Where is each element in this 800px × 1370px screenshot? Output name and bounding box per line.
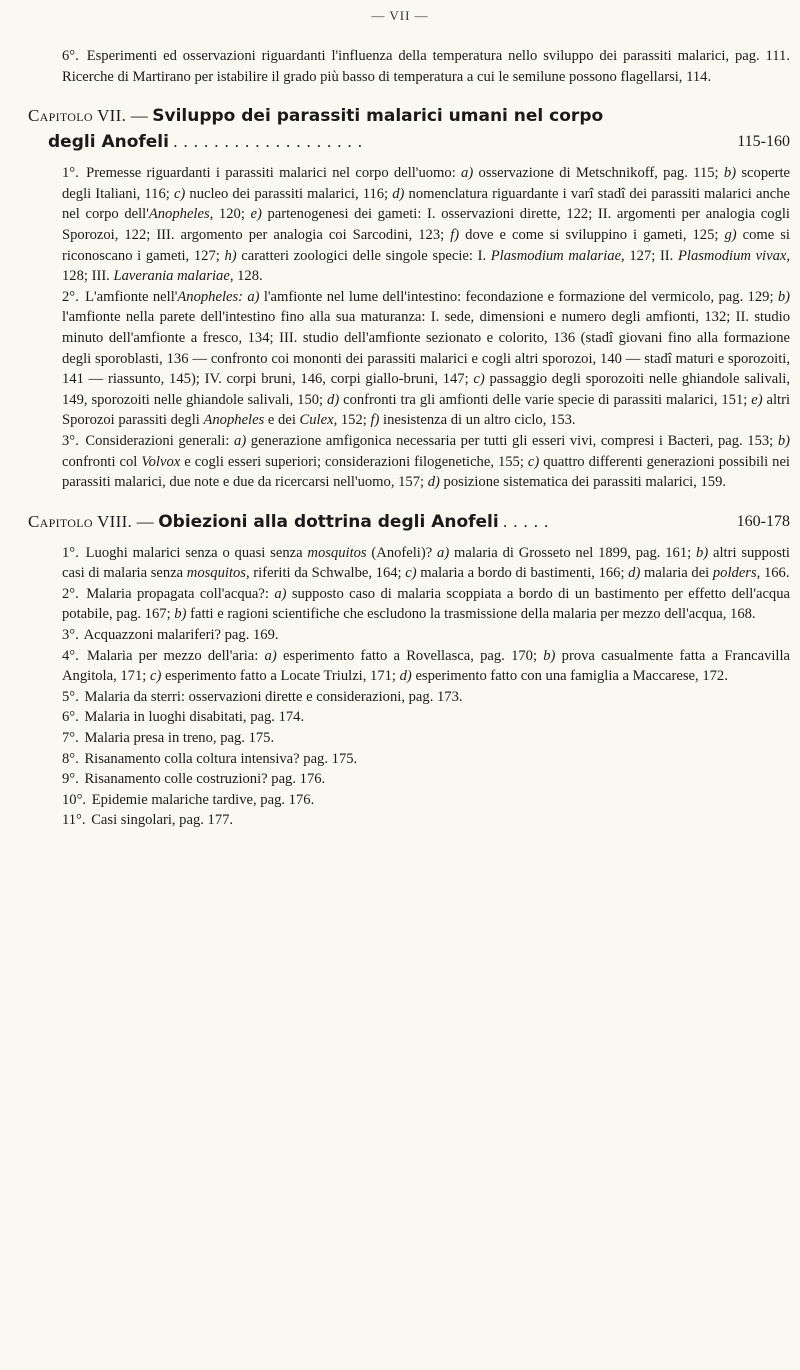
chapter-7-heading — [28, 103, 790, 155]
item-text: 127; II. — [624, 247, 678, 264]
item-text: malaria a bordo di bastimenti, 166; — [416, 565, 629, 582]
item-text: f) — [450, 226, 460, 243]
item-text: b) — [723, 165, 737, 182]
toc-item — [28, 431, 790, 493]
chapter-label: Capitolo VIII. — — [28, 511, 154, 531]
item-text: 166. — [760, 565, 790, 582]
toc-item — [28, 625, 790, 646]
leader-dots: ................... — [173, 132, 368, 152]
item-text: supposto caso di malaria scoppiata a bordo di un bastimento per effetto dell'acqua potabile, pag. 167; — [62, 585, 790, 623]
item-number: 5°. — [62, 688, 79, 705]
toc-item — [28, 769, 790, 790]
item-text: b) — [777, 432, 790, 449]
item-text: l'amfionte nella parete dell'intestino fino alla sua maturanza: I. sede, dimensioni e numero degli amfionti, 132; II. studio minuto dell'amfionte a fresco, 134; III. studio dell'amfionte sezionato e colorito, 136 (stadî giovani fino alla formazione degli sporoblasti, 136 — confronto coi mononti dei parassiti malarici e cogli altri sporozoi, 140 — stadî maturi e sporozoiti, 141 — riassunto, 145); IV. corpi bruni, 146, corpi giallo-bruni, 147; — [62, 309, 790, 388]
item-text: osservazione di Metschnikoff, pag. 115; — [473, 165, 724, 182]
toc-item — [28, 749, 790, 770]
item-number: 2°. — [62, 288, 79, 305]
chapter-label: Capitolo VII. — — [28, 106, 148, 126]
item-text: Malaria da sterri: osservazioni dirette e considerazioni, pag. 173. — [84, 688, 463, 705]
item-text: e) — [751, 391, 763, 408]
item-text: quattro differenti generazioni possibili nei parassiti malarici, due note e due da ricercarsi nell'uomo, 157; — [62, 453, 790, 491]
item-text: d) — [628, 565, 641, 582]
item-number: 8°. — [62, 750, 79, 767]
item-text: Luoghi malarici senza o quasi senza — [85, 544, 308, 561]
toc-item — [28, 707, 790, 728]
item-text: 120; — [213, 206, 251, 223]
item-text: nomenclatura riguardante i varî stadî dei parassiti malarici anche nel corpo dell' — [62, 185, 790, 223]
item-text: d) — [327, 391, 340, 408]
chapter-title: Obiezioni alla dottrina degli Anofeli — [158, 511, 499, 532]
item-text: malaria dei — [640, 565, 713, 582]
item-text: esperimento fatto con una famiglia a Maccarese, 172. — [411, 668, 728, 685]
item-text: b) — [777, 288, 790, 305]
item-number: 6°. — [62, 48, 79, 64]
item-text: Plasmodium vivax, — [677, 247, 791, 264]
item-text: e dei — [264, 412, 300, 429]
item-text: b) — [696, 544, 709, 561]
item-text: Malaria per mezzo dell'aria: — [87, 647, 265, 664]
item-text: inesistenza di un altro ciclo, 153. — [379, 412, 576, 429]
item-text: e cogli esseri superiori; considerazioni filogenetiche, 155; — [180, 453, 528, 470]
item-text: Volvox — [141, 453, 181, 470]
item-text: d) — [392, 185, 405, 202]
item-text: Anopheles: — [177, 288, 244, 305]
item-text: Esperimenti ed osservazioni riguardanti l'influenza della temperatura nello sviluppo dei parassiti malarici, pag. 111. Ricerche di Martirano per istabilire il grado più basso di temperatura a cui le semilune possono flagellarsi, 114. — [62, 48, 790, 85]
item-text: Malaria presa in treno, pag. 175. — [84, 730, 275, 747]
item-text: scoperte degli Italiani, 116; — [62, 165, 791, 202]
item-text: b) — [174, 606, 187, 623]
item-number: 1°. — [62, 165, 79, 182]
item-number: 9°. — [62, 771, 79, 788]
item-text: passaggio degli sporozoiti nelle ghiandole salivali, 149, sporozoiti nelle ghiandole salivali, 150; — [62, 371, 791, 408]
chapter-title: Sviluppo dei parassiti malarici umani nel corpo — [152, 106, 604, 127]
item-text: Malaria propagata coll'acqua?: — [86, 585, 275, 602]
item-text: Anopheles — [203, 412, 265, 429]
item-text: Laverania malariae, — [113, 268, 234, 285]
item-text: Acquazzoni malariferi? pag. 169. — [83, 627, 279, 644]
chapter-8-items — [28, 543, 790, 831]
item-text: g) — [724, 226, 737, 243]
item-text: c) — [173, 185, 186, 202]
chapter-title-continued: degli Anofeli — [48, 132, 169, 153]
toc-item — [28, 584, 790, 625]
item-number: 1°. — [62, 544, 79, 561]
item-text: dove e come si sviluppino i gameti, 125; — [459, 226, 725, 243]
item-text: a) — [264, 647, 277, 664]
chapter-7-items — [28, 163, 790, 493]
toc-item — [28, 810, 790, 831]
item-text: a) — [461, 165, 474, 182]
item-text: c) — [527, 453, 540, 470]
item-text: altri Sporozoi parassiti degli — [62, 391, 791, 429]
item-text: Risanamento colla coltura intensiva? pag. 175. — [84, 750, 358, 767]
item-text: Epidemie malariche tardive, pag. 176. — [91, 791, 315, 808]
item-text: b) — [543, 647, 556, 664]
item-text: f) — [370, 412, 380, 429]
item-text: mosquitos, — [186, 565, 250, 582]
toc-item — [28, 646, 790, 687]
item-number: 10°. — [62, 791, 87, 808]
toc-item — [28, 163, 790, 287]
item-text: come si riconoscano i gameti, 127; — [62, 226, 790, 264]
item-text: 128. — [233, 268, 263, 285]
intro-paragraph — [28, 46, 790, 87]
item-text: posizione sistematica dei parassiti malarici, 159. — [439, 474, 727, 491]
item-text: riferiti da Schwalbe, 164; — [249, 565, 406, 582]
item-text: Anopheles, — [148, 206, 214, 223]
leader-dots: ..... — [502, 511, 555, 531]
item-text: c) — [149, 668, 162, 685]
toc-item — [28, 287, 790, 431]
item-text: h) — [224, 247, 237, 264]
item-number: 2°. — [62, 585, 79, 602]
item-text: d) — [399, 668, 412, 685]
item-text: a) — [437, 544, 450, 561]
chapter-8-heading — [28, 509, 790, 535]
item-text: caratteri zoologici delle singole specie: I. — [236, 247, 491, 264]
item-text: Risanamento colle costruzioni? pag. 176. — [84, 771, 326, 788]
item-text: generazione amfigonica necessaria per tutti gli esseri vivi, compresi i Bacteri, pag. 153; — [246, 432, 778, 449]
item-number: 11°. — [62, 812, 86, 829]
item-text: Considerazioni generali: — [85, 432, 235, 449]
item-text: confronti tra gli amfionti delle varie specie di parassiti malarici, 151; — [339, 391, 752, 408]
item-text: Casi singolari, pag. 177. — [91, 812, 234, 829]
item-text: (Anofeli)? — [366, 544, 438, 561]
item-text: c) — [405, 565, 417, 582]
item-text: a) — [274, 585, 287, 602]
toc-item — [28, 543, 790, 584]
item-text: Culex, — [299, 412, 338, 429]
item-number: 7°. — [62, 730, 79, 747]
item-text: e) — [250, 206, 262, 223]
item-text: esperimento fatto a Locate Triulzi, 171; — [161, 668, 400, 685]
item-text: mosquitos — [307, 544, 367, 561]
item-text: L'amfionte nell' — [85, 288, 178, 305]
toc-item — [28, 728, 790, 749]
item-text: polders, — [712, 565, 761, 582]
item-text: Malaria in luoghi disabitati, pag. 174. — [84, 709, 305, 726]
item-text: esperimento fatto a Rovellasca, pag. 170; — [276, 647, 544, 664]
item-text: c) — [473, 371, 485, 388]
page-number: — VII — — [371, 8, 429, 23]
toc-item — [28, 687, 790, 708]
toc-content — [28, 30, 790, 831]
chapter-pages: 115-160 — [737, 133, 790, 151]
item-text: partenogenesi dei gameti: I. osservazioni dirette, 122; II. argomenti per analogia cogli Sporozoi, 122; III. argomento per analogia coi Sarcodini, 123; — [62, 206, 790, 243]
item-text: nucleo dei parassiti malarici, 116; — [185, 185, 393, 202]
item-number: 4°. — [62, 647, 79, 664]
item-text: l'amfionte nel lume dell'intestino: fecondazione e formazione del vermicolo, pag. 129; — [259, 288, 778, 305]
item-text: 152; — [337, 412, 371, 429]
item-text: prova casualmente fatta a Francavilla Angitola, 171; — [62, 647, 791, 685]
item-text: malaria di Grosseto nel 1899, pag. 161; — [449, 544, 697, 561]
item-number: 3°. — [62, 432, 79, 449]
item-text: a) — [247, 288, 260, 305]
item-text: d) — [427, 474, 440, 491]
item-text: 128; III. — [62, 268, 114, 285]
toc-item — [28, 790, 790, 811]
chapter-pages: 160-178 — [736, 512, 790, 530]
item-text: fatti e ragioni scientifiche che escludono la trasmissione della malaria per mezzo dell'acqua, 168. — [186, 606, 756, 623]
item-text: altri supposti casi di malaria senza — [62, 544, 790, 582]
item-number: 6°. — [62, 709, 79, 726]
item-text: confronti col — [62, 453, 142, 470]
item-text: a) — [234, 432, 247, 449]
item-number: 3°. — [62, 627, 79, 644]
item-text: Plasmodium malariae, — [490, 247, 625, 264]
item-text: Premesse riguardanti i parassiti malarici nel corpo dell'uomo: — [86, 165, 462, 182]
